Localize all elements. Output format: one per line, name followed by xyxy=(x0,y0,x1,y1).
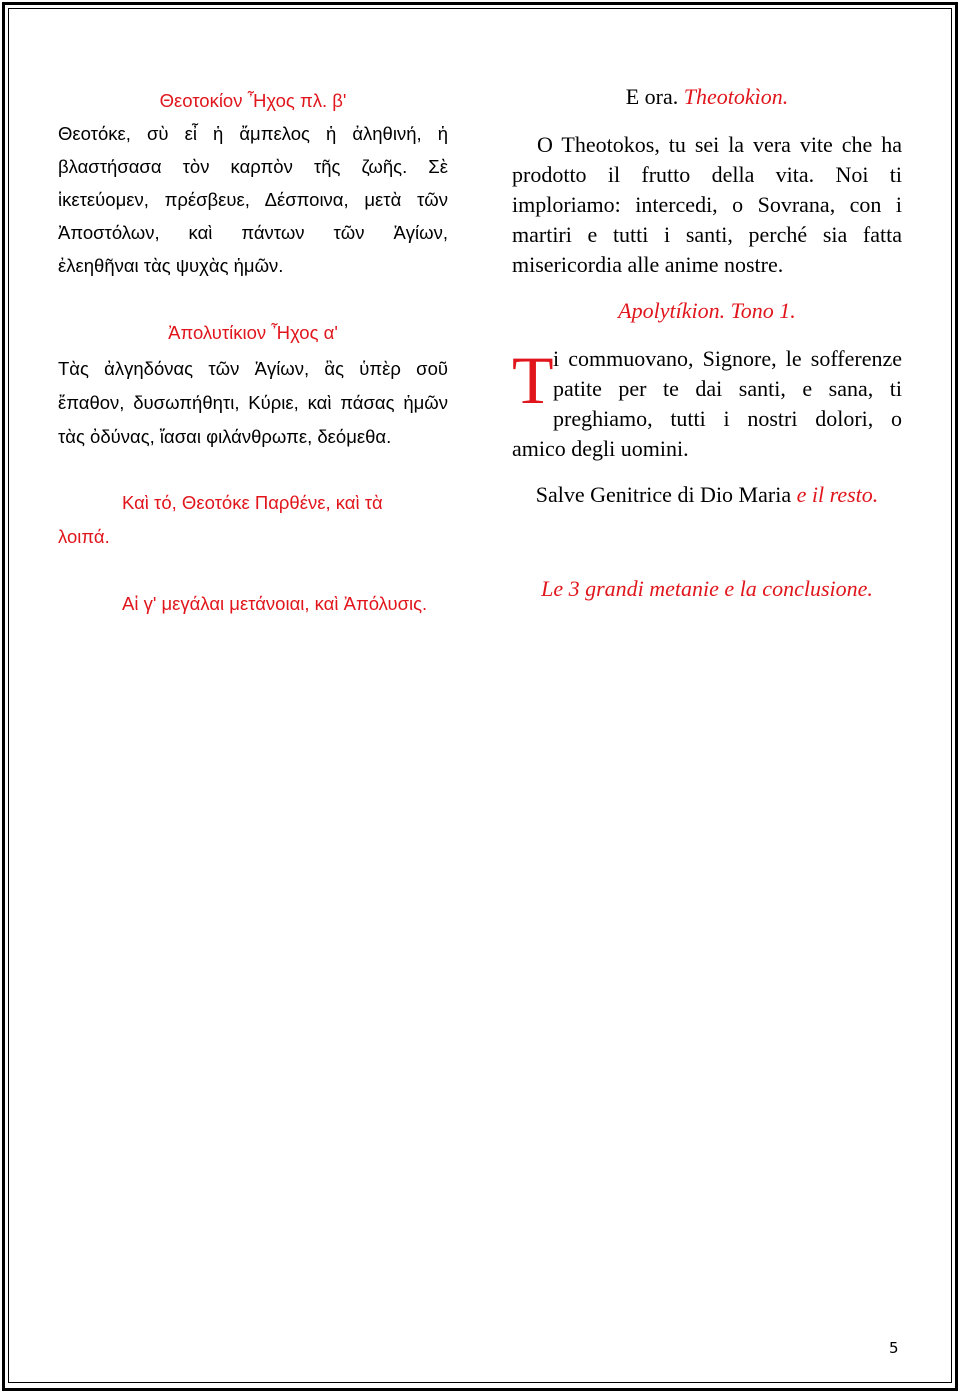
italian-heading-theotokion xyxy=(512,82,902,112)
italian-paragraph-theotokion xyxy=(512,130,902,280)
text-line: i commuovano, Signore, le sofferenze xyxy=(553,346,902,371)
italian-column xyxy=(512,0,902,700)
rubric-line: λοιπά. xyxy=(58,526,110,547)
text-line: βλαστήσασα τὸν καρπὸν τῆς ζωῆς. Σὲ xyxy=(58,156,448,177)
greek-paragraph-apolytikion xyxy=(58,352,448,454)
italian-paragraph-apolytikion xyxy=(512,344,902,464)
text-line: Θεοτόκε, σὺ εἶ ἡ ἄμπελος ἡ ἀληθινή, ἡ xyxy=(58,123,448,144)
text-line: amico degli uomini. xyxy=(512,436,689,461)
text-line: ἔπαθον, δυσωπήθητι, Κύριε, καὶ πάσας ἡμῶν xyxy=(58,392,448,413)
text-line: martiri e tutti i santi, perché sia fatta xyxy=(512,222,902,247)
text-line: imploriamo: intercedi, o Sovrana, con i xyxy=(512,192,902,217)
greek-column xyxy=(58,0,448,700)
text-line: τὰς ὀδύνας, ἴασαι φιλάνθρωπε, δεόμεθα. xyxy=(58,426,392,447)
heading-rubric-text: Theotokìon. xyxy=(683,84,789,109)
greek-heading-apolytikion: Ἀπολυτίκιον Ἦχος α' xyxy=(168,322,338,343)
text-line: prodotto il frutto della vita. Noi ti xyxy=(512,162,902,187)
heading-plain-text: E ora. xyxy=(625,84,679,109)
text-line: ἐλεηθῆναι τὰς ψυχὰς ἡμῶν. xyxy=(58,255,284,276)
closing-plain-text: Salve Genitrice di Dio Maria xyxy=(535,482,792,507)
text-line: preghiamo, tutti i nostri dolori, o xyxy=(553,406,902,431)
text-line: misericordia alle anime nostre. xyxy=(512,252,784,277)
italian-heading-apolytikion: Apolytíkion. Tono 1. xyxy=(618,298,796,323)
italian-final-rubric: Le 3 grandi metanie e la conclusione. xyxy=(541,576,873,601)
greek-rubric-dismissal xyxy=(58,587,448,621)
text-line: O Theotokos, tu sei la vera vite che ha xyxy=(537,132,902,157)
text-line: Ἀποστόλων, καὶ πάντων τῶν Ἁγίων, xyxy=(58,222,448,243)
rubric-line: Αἱ γ' μεγάλαι μετάνοιαι, καὶ Ἀπόλυσις. xyxy=(122,593,428,614)
text-line: patite per te dai santi, e sana, ti xyxy=(553,376,902,401)
text-line: ἱκετεύομεν, πρέσβευε, Δέσποινα, μετὰ τῶν xyxy=(58,189,448,210)
rubric-line: Καὶ τό, Θεοτόκε Παρθένε, καὶ τὰ xyxy=(122,492,383,513)
text-line: Τὰς ἀλγηδόνας τῶν Ἁγίων, ἃς ὑπὲρ σοῦ xyxy=(58,358,448,379)
drop-cap: T xyxy=(512,342,554,418)
greek-heading-theotokion: Θεοτοκίον Ἦχος πλ. β' xyxy=(159,90,347,111)
page-number: 5 xyxy=(889,1339,899,1357)
greek-paragraph-theotokion xyxy=(58,117,448,282)
greek-rubric-rest xyxy=(58,486,448,554)
closing-rubric-text: e il resto. xyxy=(796,482,879,507)
italian-closing-hymn xyxy=(512,480,902,510)
